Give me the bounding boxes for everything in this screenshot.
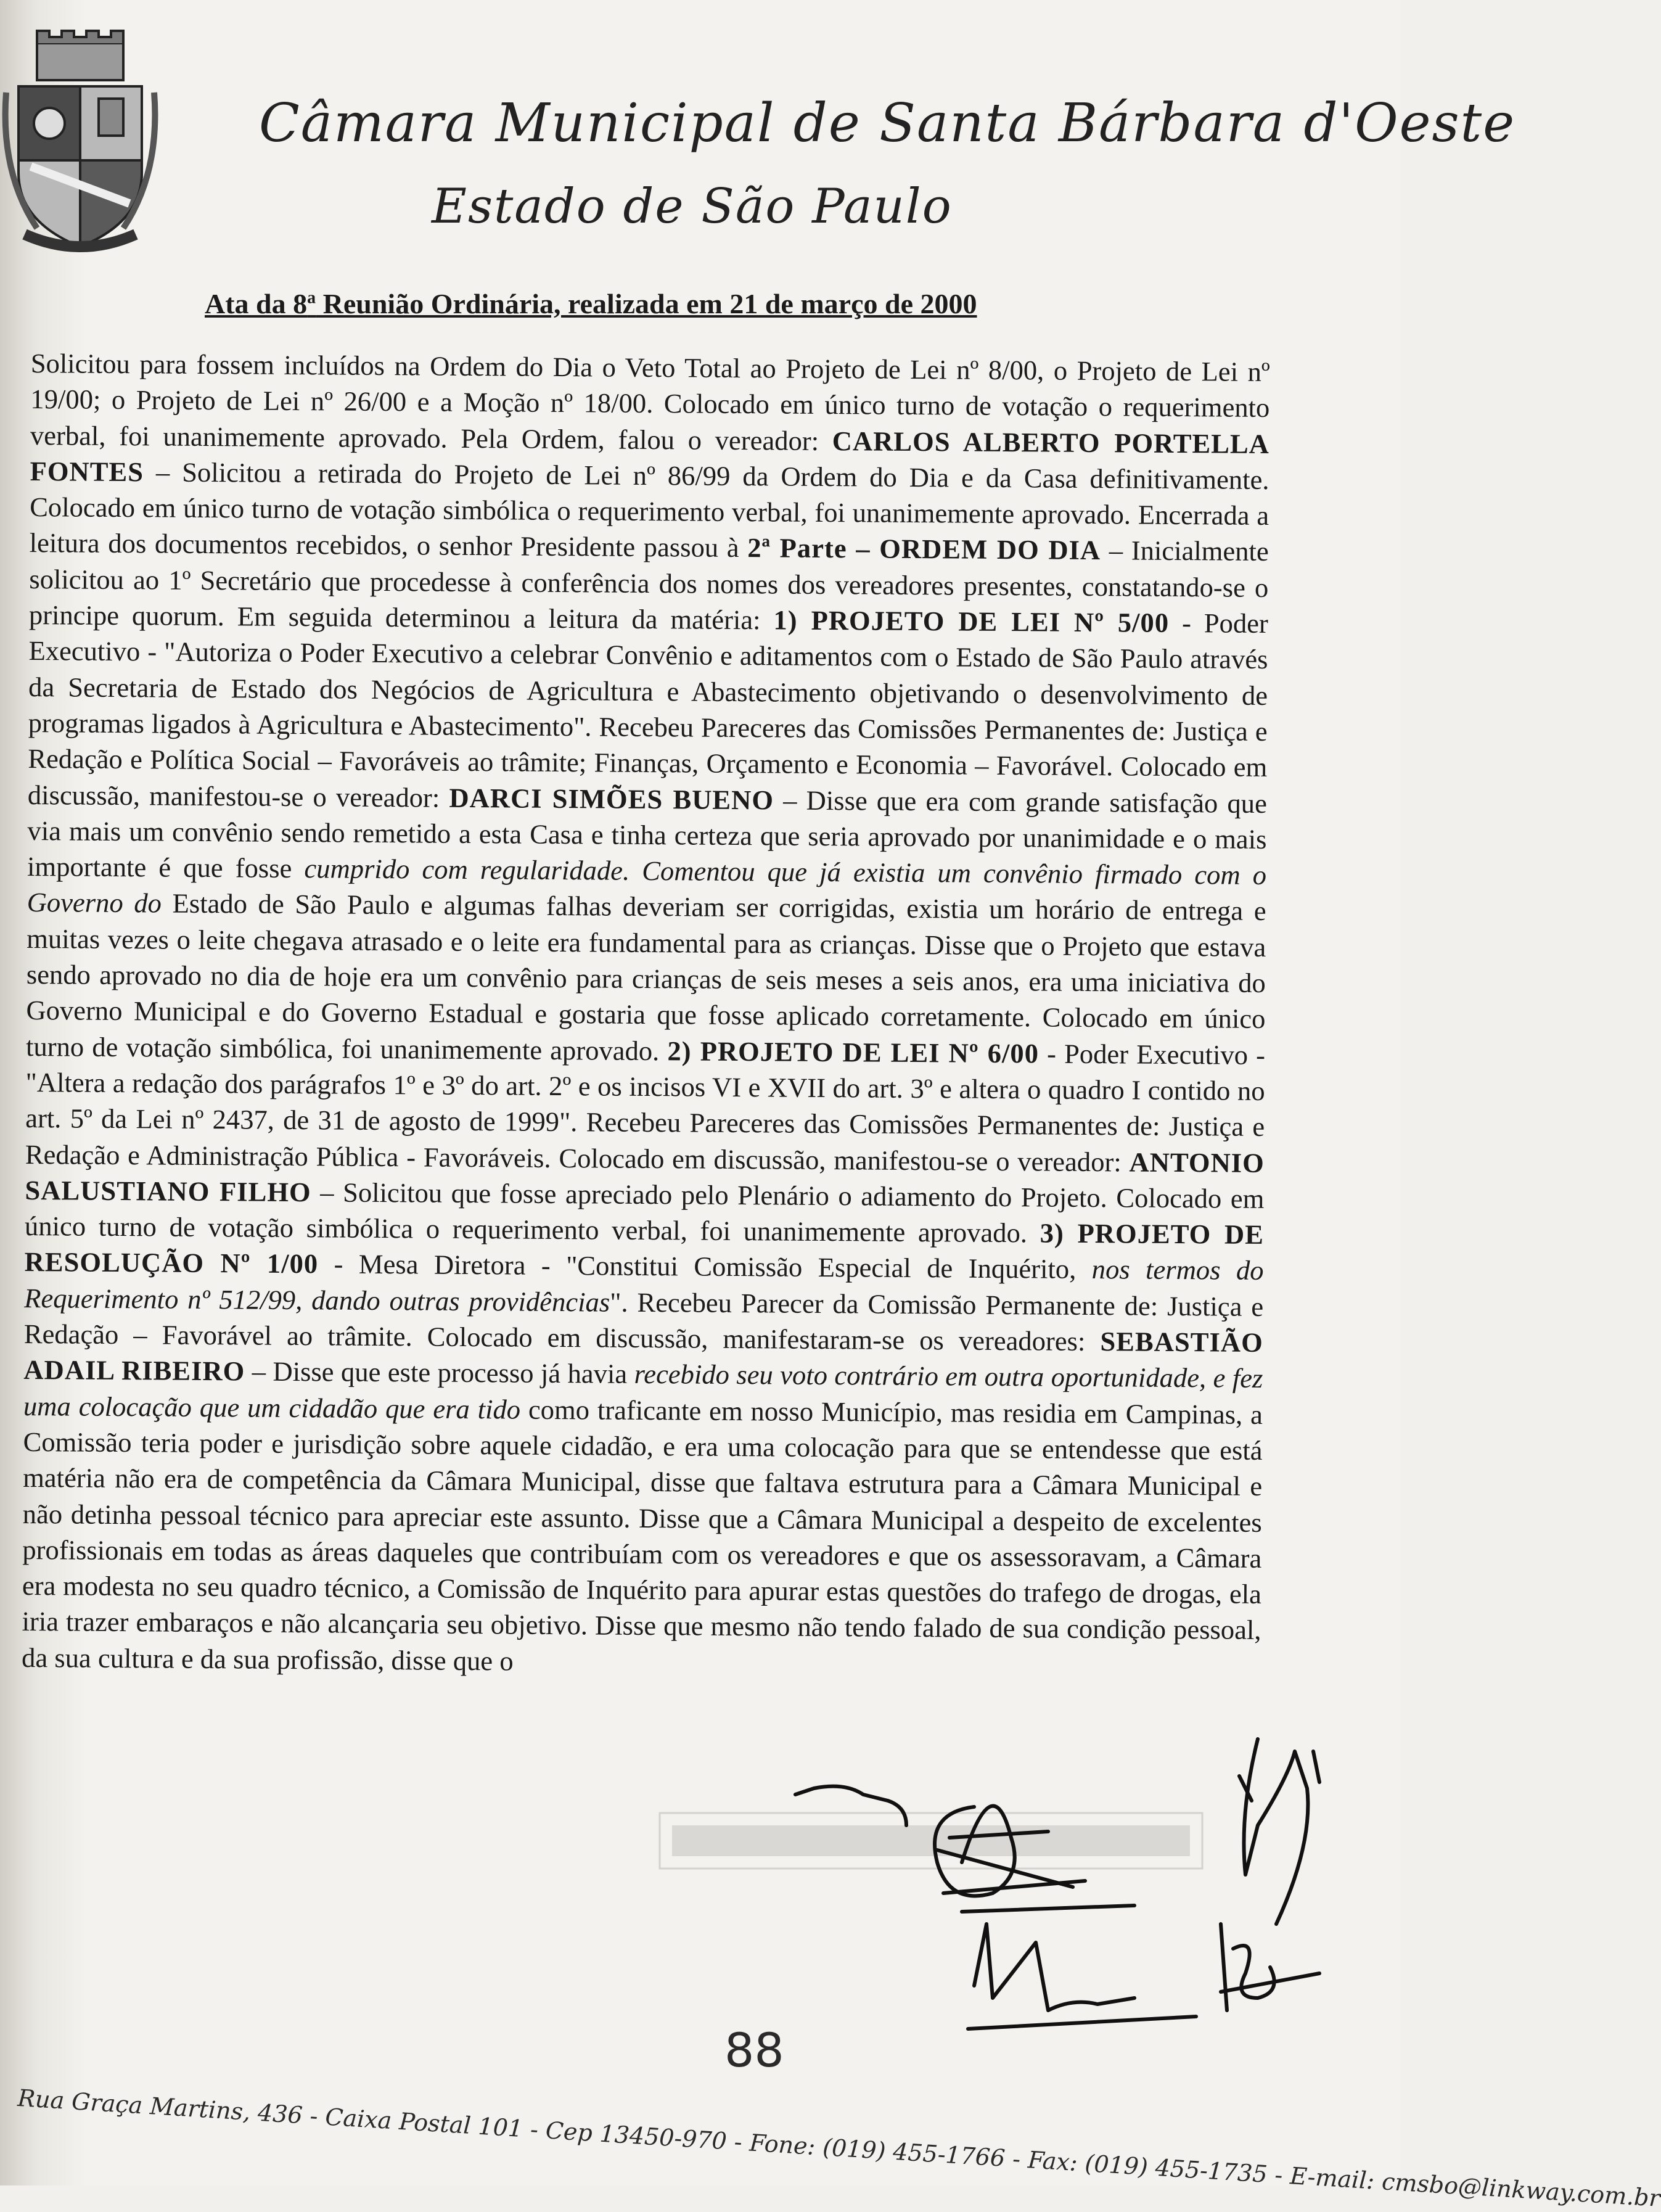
councillor-name: CARLOS ALBERTO PORTELLA FONTES: [30, 425, 1270, 488]
councillor-name: SEBASTIÃO ADAIL RIBEIRO: [23, 1326, 1263, 1387]
document-title: [205, 287, 977, 320]
title-prefix: Ata da 8: [205, 288, 308, 319]
institution-header: Câmara Municipal de Santa Bárbara d'Oeste: [259, 93, 1516, 154]
section-heading: 2ª Parte – ORDEM DO DIA: [747, 532, 1101, 566]
body-segment-italic: recebido seu voto contrário em outra oportunidade, e fez uma colocação que um cidadão que era tido: [23, 1359, 1263, 1425]
body-segment: – Disse que era com grande satisfação que via mais um convênio sendo remetido a esta Casa e tinha certeza que seria aprovado por unanimidade e o mais importante é que fosse: [27, 784, 1268, 884]
bill-heading: 3) PROJETO DE RESOLUÇÃO Nº 1/00: [24, 1217, 1265, 1280]
body-segment: – Inicialmente solicitou ao 1º Secretário que procedesse à conferência dos nomes dos vereadores presentes, constatando-se o principe quorum. Em seguida determinou a leitura da matéria:: [28, 535, 1269, 636]
bill-heading: 1) PROJETO DE LEI Nº 5/00: [773, 604, 1170, 638]
body-segment: – Solicitou que fosse apreciado pelo Plenário o adiamento do Projeto. Colocado em único turno de votação simbólica o requerimento verbal, foi unanimemente aprovado.: [24, 1177, 1265, 1249]
title-ordinal: a: [307, 288, 316, 308]
footer-address: Rua Graça Martins, 436 - Caixa Postal 101 - Cep 13450-970 - Fone: (019) 455-1766 - Fax: (019) 455-1735 - E-mail: cmsbo@linkway.com.br: [17, 2084, 1661, 2212]
bill-heading: 2) PROJETO DE LEI Nº 6/00: [667, 1035, 1040, 1069]
body-segment: ". Recebeu Parecer da Comissão Permanente de: Justiça e Redação – Favorável ao trâmite. Colocado em discussão, manifestaram-se os vereadores:: [23, 1286, 1264, 1357]
signatures: [703, 1739, 1356, 2084]
body-segment: Estado de São Paulo e algumas falhas deveriam ser corrigidas, existia um horário de entrega e muitas vezes o leite chegava atrasado e o leite era fundamental para as crianças. Disse que o Projeto que estava sendo aprovado no dia de hoje era um convênio para crianças de seis meses a seis anos, era uma iniciativa do Governo Municipal e do Governo Estadual e gostaria que fosse aplicado corretamente. Colocado em único turno de votação simbólica, foi unanimemente aprovado.: [25, 887, 1266, 1066]
signature-3: [968, 1924, 1196, 2029]
body-segment: - Mesa Diretora - "Constitui Comissão Especial de Inquérito,: [318, 1248, 1092, 1285]
body-segment-italic: nos termos do Requerimento nº 512/99, dando outras providências: [24, 1254, 1264, 1318]
body-segment: - Poder Executivo - "Autoriza o Poder Executivo a celebrar Convênio e aditamentos com o Estado de São Paulo através da Secretaria de Estado dos Negócios de Agricultura e Abastecimento objetivando o desenvolvimento de programas ligados à Agricultura e Abastecimento". Recebeu Pareceres das Comissões Permanentes de: Justiça e Redação e Política Social – Favoráveis ao trâmite; Finanças, Orçamento e Economia – Favorável. Colocado em discussão, manifestou-se o vereador:: [27, 607, 1269, 813]
councillor-name: ANTONIO SALUSTIANO FILHO: [25, 1146, 1265, 1208]
minutes-body: [22, 345, 1270, 1723]
signature-2: [1244, 1739, 1308, 1924]
body-segment-italic: cumprido com regularidade. Comentou que já existia um convênio firmado com o Governo do: [27, 853, 1267, 919]
page-number: 88: [724, 2023, 784, 2078]
body-segment: Solicitou para fossem incluídos na Ordem do Dia o Veto Total ao Projeto de Lei nº 8/00, o Projeto de Lei nº 19/00; o Projeto de Lei nº 26/00 e a Moção nº 18/00. Colocado em único turno de votação o requerimento verbal, foi unanimemente aprovado. Pela Ordem, falou o vereador:: [30, 347, 1270, 456]
body-segment: como traficante em nosso Município, mas residia em Campinas, a Comissão teria poder e jurisdição sobre aquele cidadão, e era uma colocação para que se entendesse que está matéria não era de competência da Câmara Municipal, disse que faltava estrutura para a Câmara Municipal e não detinha pessoal técnico para apreciar este assunto. Disse que a Câmara Municipal a despeito de excelentes profissionais em todas as áreas daqueles que contribuíam com os vereadores e que os assessoravam, a Câmara era modesta no seu quadro técnico, a Comissão de Inquérito para apurar estas questões do trafego de drogas, ela iria trazer embaraços e não alcançaria seu objetivo. Disse que mesmo não tendo falado de sua condição pessoal, da sua cultura e da sua profissão, disse que o: [21, 1394, 1263, 1677]
title-rest: Reunião Ordinária, realizada em 21 de março de 2000: [316, 288, 977, 319]
state-header: Estado de São Paulo: [432, 179, 953, 234]
body-segment: – Disse que este processo já havia: [245, 1355, 634, 1390]
body-segment: - Poder Executivo - "Altera a redação dos parágrafos 1º e 3º do art. 2º e os incisos VI e XVII do art. 3º e altera o quadro I contido no art. 5º da Lei nº 2437, de 31 de agosto de 1999". Recebeu Pareceres das Comissões Permanentes de: Justiça e Redação e Administração Pública - Favoráveis. Colocado em discussão, manifestou-se o vereador:: [25, 1038, 1266, 1178]
coat-of-arms-icon: [0, 19, 160, 265]
body-segment: – Solicitou a retirada do Projeto de Lei nº 86/99 da Ordem do Dia e da Casa definitivamente. Colocado em único turno de votação simbólica o requerimento verbal, foi unanimemente aprovado. Encerrada a leitura dos documentos recebidos, o senhor Presidente passou à: [29, 456, 1269, 564]
councillor-name: DARCI SIMÕES BUENO: [449, 782, 774, 815]
